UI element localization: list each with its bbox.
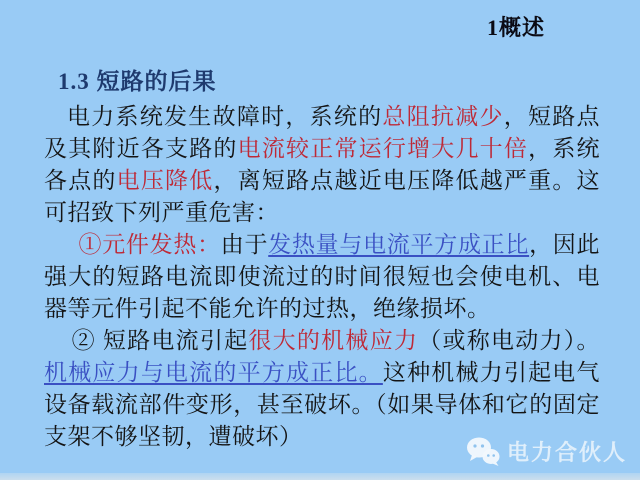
slide-title: 1.3 短路的后果 [58,69,217,94]
paragraph-intro [44,101,600,229]
watermark-label: 电力合伙人 [506,440,627,465]
watermark [466,436,627,467]
wechat-icon [466,436,500,467]
slide-bottom-edge [0,473,640,480]
paragraph-mechanical-stress [44,325,600,453]
text-run-normal: （或称电动力）。 [418,328,601,353]
text-run-normal: ，短路点及其附近各支路的 [44,104,601,161]
text-run-normal: ，因此强大的短路电流即使流过的时间很短也会使电机、电器等元件引起不能允许的过热，绝缘损坏。 [44,232,601,321]
emphasis-link-text[interactable]: 发热量与电流平方成正比 [268,232,530,257]
emphasis-link-text[interactable]: 机械应力与电流的平方成正比。 [44,360,383,385]
text-run-red: 电压降低 [116,168,214,193]
paragraph-component-heating [44,229,600,325]
text-run-normal: 由于 [220,232,269,257]
text-run-normal: ，离短路点越近电压降低越严重。这可招致下列严重危害： [44,168,601,225]
text-run-red: 电流较正常运行增大几十倍 [237,136,529,161]
text-run-red: ①元件发热： [78,232,221,257]
text-run-normal: ② 短路电流引起 [71,328,249,353]
text-run-normal: 这种机械力引起电气设备载流部件变形，甚至破坏。（如果导体和它的固定支架不够坚韧，遭破坏） [44,360,601,449]
text-run-normal: ，系统各点的 [44,136,601,193]
section-header: 1概述 [486,15,545,40]
slide-body [44,101,600,453]
text-run-normal: 电力系统发生故障时，系统的 [67,104,383,129]
text-run-red: 总阻抗减少 [382,104,504,129]
text-run-red: 很大的机械应力 [248,328,419,353]
